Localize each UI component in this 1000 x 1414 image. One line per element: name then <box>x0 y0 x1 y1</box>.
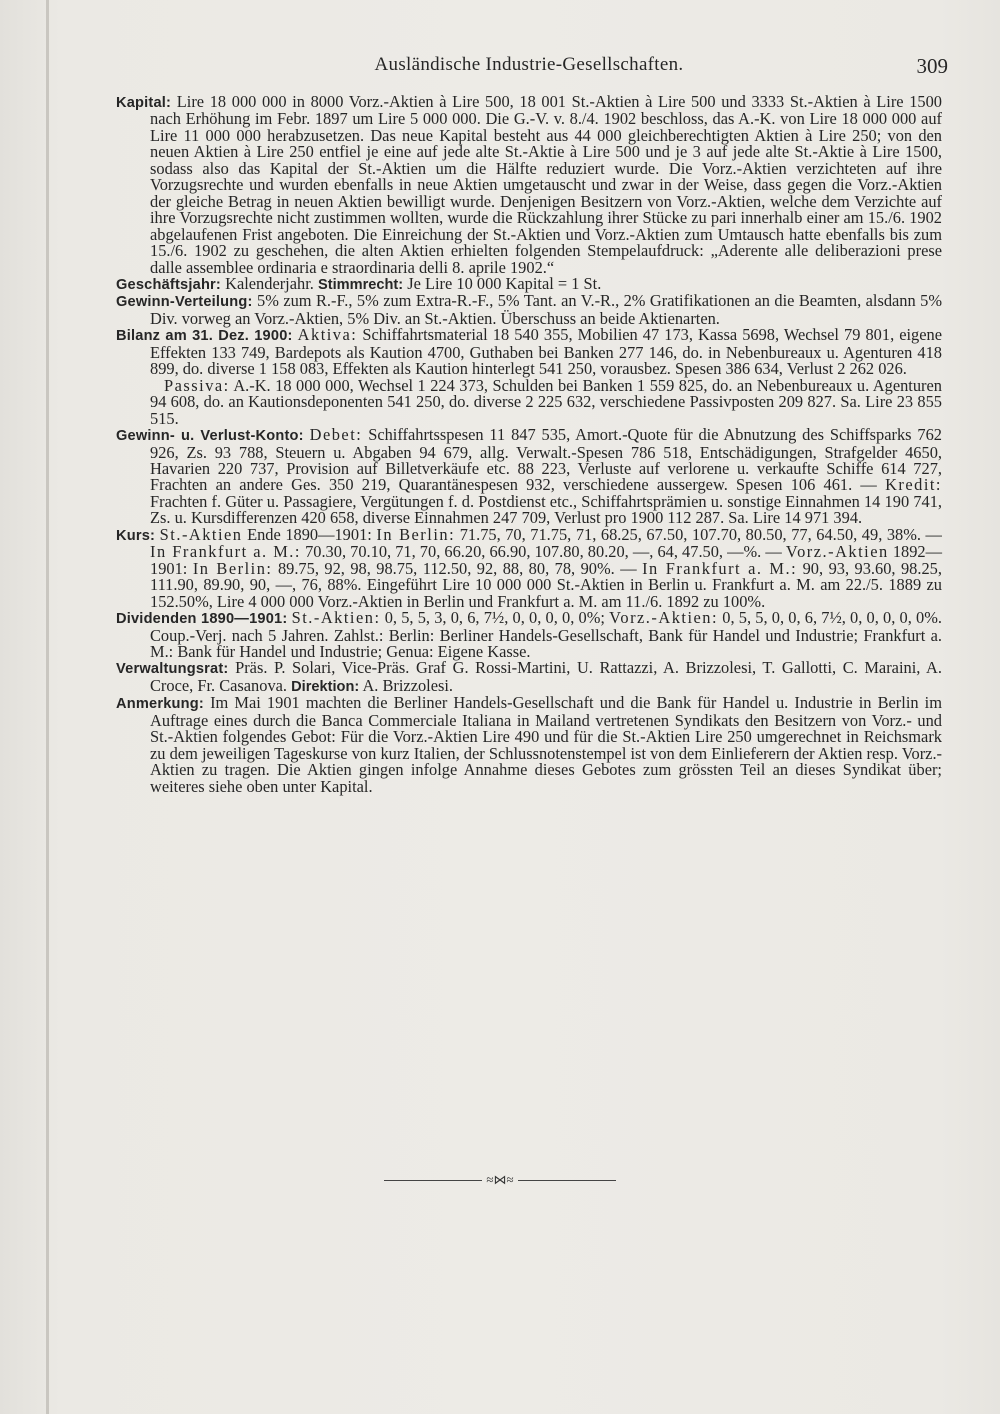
entry-text-geschaeftsjahr: Kalenderjahr. <box>225 273 314 293</box>
entry-label-gewinn-verlust: Gewinn- u. Verlust-Konto: <box>116 428 304 445</box>
kurs-vorz-frankfurt-label: In Frankfurt a. M.: <box>642 558 798 578</box>
bilanz-passiva-label: Passiva: <box>164 375 230 395</box>
kurs-vorz-aktien-label: Vorz.-Aktien <box>785 542 889 562</box>
entry-text-gewinn-verteilung: 5% zum R.-F., 5% zum Extra-R.-F., 5% Tant. an V.-R., 2% Gratifikationen an die Beamten, alsdann 5% Div. vorweg an Vorz.-Aktien, 5% Div. an St.-Aktien. Überschuss an beide Aktienarten. <box>150 291 942 328</box>
entry-verwaltungsrat <box>116 660 942 695</box>
page-number: 309 <box>916 54 948 78</box>
ornament-flourish-icon: ≈⋈≈ <box>486 1172 514 1187</box>
kurs-st-frankfurt-label: In Frankfurt a. M.: <box>150 542 301 562</box>
gv-debet-text: Schiffahrtsspesen 11 847 535, Amort.-Quote für die Abnutzung des Schiffsparks 762 926, Zs. 93 788, Steuern u. Abgaben 94 679, allg. Verwalt.-Spesen 786 518, Entschädigungen, Strafgelder 4650, Havarien 220 737, Provision auf Billetverkäufe etc. 88 223, Verluste auf verlorene u. verkaufte Schiffe 614 727, Frachten an andere Ges. 350 219, Quarantänespesen 932, verschiedene aussergew. Spesen 106 461. — <box>150 425 942 495</box>
binding-gutter-line <box>46 0 49 1414</box>
section-end-ornament <box>384 1174 616 1186</box>
entry-label-dividenden: Dividenden 1890—1901: <box>116 611 288 628</box>
dividenden-vorz-label: Vorz.-Aktien: <box>609 608 719 628</box>
ornament-rule-right <box>518 1180 616 1181</box>
entry-label-verwaltungsrat: Verwaltungsrat: <box>116 661 229 678</box>
entry-text-direktion: A. Brizzolesi. <box>362 675 454 695</box>
kurs-st-berlin-values: 71.75, 70, 71.75, 71, 68.25, 67.50, 107.70, 80.50, 77, 64.50, 49, 38%. — <box>459 524 942 544</box>
kurs-st-berlin-label: In Berlin: <box>376 524 456 544</box>
dividenden-vorz-values: 0, 5, 5, 0, 0, 6, 7½, 0, 0, 0, 0, 0%. <box>722 608 942 628</box>
gv-kredit-text: Frachten f. Güter u. Passagiere, Vergütungen f. d. Postdienst etc., Schiffahrtsprämien u. sonstige Einnahmen 14 190 741, Zs. u. Kursdifferenzen 420 658, diverse Einnahmen 247 709, Verlust pro 1900 112 287. Sa. Lire 14 971 394. <box>150 491 942 528</box>
bilanz-aktiva-label: Aktiva: <box>297 325 358 345</box>
kurs-vorz-period: 1892—1901: <box>150 542 942 578</box>
entry-label-stimmrecht: Stimmrecht: <box>317 276 404 293</box>
entry-label-gewinn-verteilung: Gewinn-Verteilung: <box>116 294 253 311</box>
gv-kredit-label: Kredit: <box>885 475 942 495</box>
entry-anmerkung <box>116 695 942 795</box>
bilanz-passiva-text: A.-K. 18 000 000, Wechsel 1 224 373, Schulden bei Banken 1 559 825, do. an Nebenbureaux u. Agenturen 94 608, do. an Kautionsdeponenten 541 250, do. diverse 2 225 632, verschiedene Passivposten 209 827. Sa. Lire 23 855 515. <box>150 375 942 428</box>
kurs-st-frankfurt-values: 70.30, 70.10, 71, 70, 66.20, 66.90, 107.80, 80.20, —, 64, 47.50, —%. — <box>305 542 782 562</box>
kurs-st-period: Ende 1890—1901: <box>247 524 372 544</box>
page-body <box>116 94 942 795</box>
entry-label-kurs: Kurs: <box>116 527 156 544</box>
kurs-vorz-frankfurt-values: 90, 93, 93.60, 98.25, 111.90, 89.90, 90, —, 76, 88%. <box>150 558 942 595</box>
entry-text-kapital: Lire 18 000 000 in 8000 Vorz.-Aktien à Lire 500, 18 001 St.-Aktien à Lire 500 und 3333 St.-Aktien à Lire 1500 nach Erhöhung im Febr. 1897 um Lire 5 000 000. Die G.-V. v. 8./4. 1902 beschloss, das A.-K. von Lire 18 000 000 auf Lire 11 000 000 herabzusetzen. Das neue Kapital besteht aus 44 000 gleichberechtigten Aktien à Lire 250; von den neuen Aktien à Lire 250 entfiel je eine auf jede alte St.-Aktie à Lire 500 und je 3 auf jede alte St.-Aktie à Lire 1500, sodass also das Kapital der St.-Aktien um die Hälfte reduziert wurde. Die Vorz.-Aktien verzichteten auf ihre Vorzugsrechte und wurden ebenfalls in neue Aktien umgetauscht und zwar in der Weise, dass gegen die Vorz.-Aktien der gleiche Betrag in neuen Aktien bewilligt wurde. Denjenigen Besitzern von Vorz.-Aktien, welche dem Verzichte auf ihre Vorzugsrechte nicht zustimmen wollten, wurde die Rückzahlung ihrer Stücke zu pari innerhalb einer am 15./6. 1902 abgelaufenen Frist angeboten. Die Einreichung der St.-Aktien und Vorz.-Aktien zum Umtausch hatte ebenfalls bis zum 15./6. 1902 zu geschehen, die alten Aktien erhielten folgenden Stempelaufdruck: „Aderente alle deliberazioni prese dalle assemblee ordinaria e straordinaria delli 8. aprile 1902.“ <box>150 92 942 277</box>
entry-gewinn-verteilung <box>116 293 942 327</box>
entry-label-anmerkung: Anmerkung: <box>116 696 204 713</box>
dividenden-st-values: 0, 5, 5, 3, 0, 6, 7½, 0, 0, 0, 0, 0%; <box>384 608 605 628</box>
entry-label-kapital: Kapital: <box>116 95 172 111</box>
bilanz-aktiva-text: Schiffahrtsmaterial 18 540 355, Mobilien 47 173, Kassa 5698, Wechsel 79 801, eigene Effekten 133 749, Bardepots als Kaution 4700, Guthaben bei Banken 277 146, do. in Nebenbureaux u. Agenturen 418 899, do. diverse 1 158 083, Effekten als Kaution hinterlegt 541 250, vorausbez. Spesen 386 634, Verlust 2 262 026. <box>150 325 942 379</box>
entry-kapital <box>116 94 942 276</box>
kurs-st-aktien-label: St.-Aktien <box>159 524 243 544</box>
dividenden-st-label: St.-Aktien: <box>291 608 381 628</box>
kurs-vorz-berlin-label: In Berlin: <box>192 558 273 578</box>
ornament-rule-left <box>384 1180 482 1181</box>
entry-label-bilanz: Bilanz am 31. Dez. 1900: <box>116 328 293 345</box>
entry-kurs <box>116 524 942 611</box>
kurs-note: Eingeführt Lire 10 000 000 St.-Aktien in Berlin u. Frankfurt a. M. am 22./5. 1889 zu 152.50%, Lire 4 000 000 Vorz.-Aktien in Berlin und Frankfurt a. M. am 11./6. 1892 zu 100%. <box>150 575 942 611</box>
bilanz-passiva-paragraph <box>116 375 942 428</box>
entry-bilanz <box>116 327 942 377</box>
page-header <box>110 54 948 84</box>
entry-text-anmerkung: Im Mai 1901 machten die Berliner Handels-Gesellschaft und die Bank für Handel u. Industrie in Berlin im Auftrage eines durch die Banca Commerciale Italiana in Mailand vertretenen Syndikats den Besitzern von Vorz.- und St.-Aktien folgendes Gebot: Für die Vorz.-Aktien Lire 490 und für die St.-Aktien Lire 250 umgerechnet in Reichsmark zu dem jeweiligen Tageskurse von kurz Italien, der Schlussnotenstempel ist von dem Einlieferern der Aktien resp. Vorz.-Aktien zu tragen. Die Aktien gingen infolge Annahme dieses Gebotes zum grössten Teil an dieses Syndikat über; weiteres siehe oben unter Kapital. <box>150 693 942 796</box>
entry-dividenden <box>116 610 942 660</box>
entry-label-direktion: Direktion: <box>291 678 360 695</box>
kurs-vorz-berlin-values: 89.75, 92, 98, 98.75, 112.50, 92, 88, 80, 78, 90%. — <box>277 558 637 578</box>
dividenden-rest: Coup.-Verj. nach 5 Jahren. Zahlst.: Berlin: Berliner Handels-Gesellschaft, Bank für Handel und Industrie; Frankfurt a. M.: Bank für Handel und Industrie; Genua: Eigene Kasse. <box>150 625 942 661</box>
running-title: Ausländische Industrie-Gesellschaften. <box>374 54 684 75</box>
entry-label-geschaeftsjahr: Geschäftsjahr: <box>116 276 221 293</box>
entry-text-verwaltungsrat: Präs. P. Solari, Vice-Präs. Graf G. Rossi-Martini, U. Rattazzi, A. Brizzolesi, T. Gallotti, C. Maraini, A. Croce, Fr. Casanova. <box>150 658 942 695</box>
entry-text-stimmrecht: Je Lire 10 000 Kapital = 1 St. <box>407 273 602 293</box>
gv-debet-label: Debet: <box>309 425 363 445</box>
entry-gewinn-verlust-konto <box>116 427 942 527</box>
